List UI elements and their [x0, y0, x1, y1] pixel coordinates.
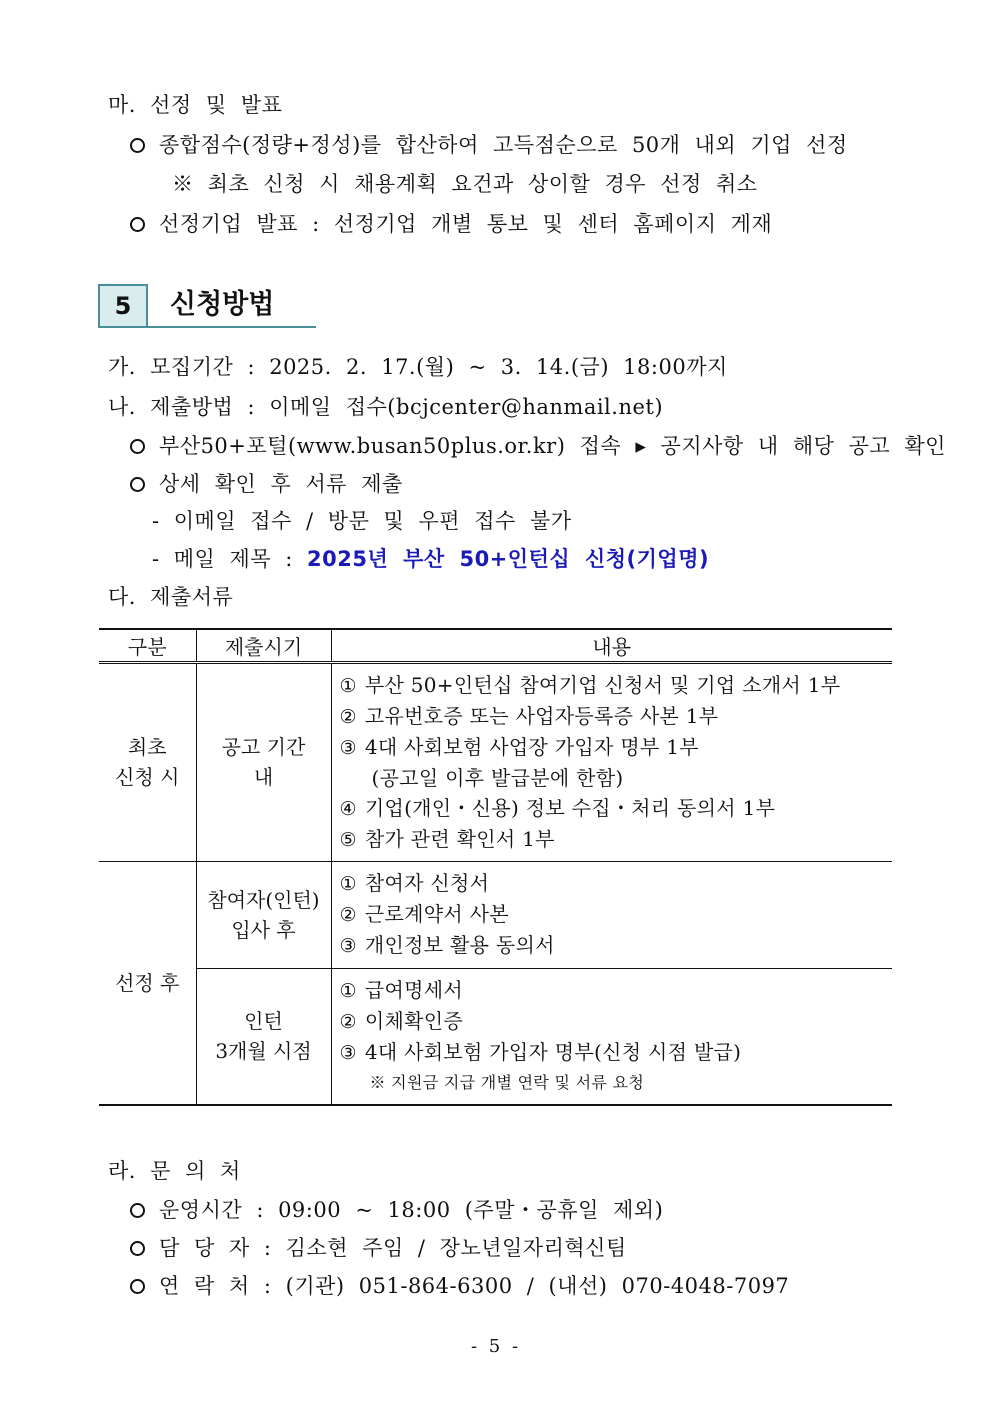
- item-number: ②: [339, 705, 357, 728]
- bullet-item: [130, 131, 848, 159]
- list-item: [340, 1037, 893, 1068]
- circle-bullet-icon: [130, 217, 145, 232]
- list-item: [340, 975, 893, 1006]
- item-text: 이체확인증: [364, 1008, 463, 1033]
- circle-bullet-icon: [130, 439, 145, 454]
- bullet-item: [130, 432, 946, 460]
- item-text: 개인정보 활용 동의서: [364, 933, 555, 957]
- list-item: [340, 732, 893, 763]
- bullet-text: 선정기업 발표 : 선정기업 개별 통보 및 센터 홈페이지 게재: [159, 212, 773, 236]
- column-header: 구분: [99, 629, 196, 662]
- item-number: ③: [339, 935, 357, 957]
- list-item: [340, 824, 893, 855]
- table-header-row: [99, 629, 892, 662]
- circle-bullet-icon: [130, 138, 145, 153]
- timing-text: 인턴: [244, 1009, 283, 1033]
- item-text: 급여명세서: [364, 977, 463, 1002]
- item-number: ①: [339, 674, 357, 697]
- section-underline: [148, 326, 316, 328]
- list-item: [340, 930, 893, 961]
- circle-bullet-icon: [130, 1279, 145, 1294]
- circle-bullet-icon: [130, 1241, 145, 1256]
- content-cell: [331, 662, 892, 861]
- dash-item: [152, 545, 709, 573]
- section-title: 신청방법: [170, 289, 275, 320]
- item-text: (공고일 이후 발급분에 한함): [371, 765, 624, 790]
- bullet-text: 담 당 자 : 김소현 주임 / 장노년일자리혁신팀: [159, 1236, 627, 1260]
- column-header: 제출시기: [196, 629, 331, 662]
- note-text: ※ 지원금 지급 개별 연락 및 서류 요청: [369, 1072, 645, 1092]
- category-cell: 선정 후: [99, 861, 196, 1105]
- content-cell: [331, 968, 892, 1105]
- table-row: [99, 968, 892, 1105]
- item-text: 참여자 신청서: [364, 871, 490, 895]
- circle-bullet-icon: [130, 1203, 145, 1218]
- page-number: - 5 -: [470, 1336, 522, 1357]
- documents-table: [99, 628, 892, 1106]
- content-cell: [331, 861, 892, 968]
- bullet-text: 부산50+포털(www.busan50plus.or.kr) 접속 ▸ 공지사항 내 해당 공고 확인: [159, 434, 946, 458]
- section-ma-heading: 마. 선정 및 발표: [108, 93, 283, 117]
- list-item: [340, 763, 893, 793]
- item-text: 부산 50+인턴십 참여기업 신청서 및 기업 소개서 1부: [364, 672, 841, 697]
- item-text: 고유번호증 또는 사업자등록증 사본 1부: [364, 703, 719, 728]
- list-item: [340, 868, 893, 899]
- mail-subject-label: - 메일 제목 :: [152, 547, 308, 571]
- timing-text: 입사 후: [231, 917, 296, 942]
- circle-bullet-icon: [130, 477, 145, 492]
- list-item: [340, 701, 893, 732]
- bullet-item: [130, 1272, 789, 1300]
- category-text: 신청 시: [115, 765, 180, 789]
- item-text: 근로계약서 사본: [364, 902, 509, 926]
- item-number: ③: [339, 736, 357, 759]
- timing-cell: [196, 968, 331, 1105]
- category-text: 최초: [127, 735, 167, 759]
- timing-text: 공고 기간: [221, 735, 306, 759]
- item-text: 4대 사회보험 사업장 가입자 명부 1부: [364, 734, 699, 759]
- item-text: 4대 사회보험 가입자 명부(신청 시점 발급): [364, 1039, 742, 1064]
- dash-item: - 이메일 접수 / 방문 및 우편 접수 불가: [152, 509, 572, 533]
- list-item: [340, 1006, 893, 1037]
- mail-subject-value: 2025년 부산 50+인턴십 신청(기업명): [307, 547, 710, 571]
- item-number: ①: [339, 979, 357, 1002]
- bullet-text: 상세 확인 후 서류 제출: [159, 472, 403, 496]
- item-number: ⑤: [339, 828, 357, 851]
- timing-cell: [196, 861, 331, 968]
- submit-method: 나. 제출방법 : 이메일 접수(bcjcenter@hanmail.net): [108, 395, 664, 419]
- bullet-text: 운영시간 : 09:00 ~ 18:00 (주말・공휴일 제외): [159, 1198, 664, 1222]
- column-header: 내용: [331, 629, 892, 662]
- item-number: ②: [339, 904, 357, 926]
- item-number: ④: [339, 797, 357, 820]
- table-row: [99, 662, 892, 861]
- list-item: [340, 899, 893, 930]
- timing-text: 내: [253, 765, 274, 789]
- timing-text: 참여자(인턴): [207, 887, 320, 912]
- item-text: 기업(개인・신용) 정보 수집・처리 동의서 1부: [364, 795, 776, 820]
- item-number: ③: [339, 1041, 357, 1064]
- item-number: ①: [339, 873, 357, 895]
- list-item: [340, 670, 893, 701]
- list-item: [340, 793, 893, 824]
- bullet-text: 연 락 처 : (기관) 051-864-6300 / (내선) 070-4048-7097: [159, 1274, 790, 1298]
- note-text: ※ 최초 신청 시 채용계획 요건과 상이할 경우 선정 취소: [172, 172, 758, 196]
- bullet-text: 종합점수(정량+정성)를 합산하여 고득점순으로 50개 내외 기업 선정: [159, 133, 848, 157]
- bullet-item: [130, 1196, 663, 1224]
- recruit-period: 가. 모집기간 : 2025. 2. 17.(월) ~ 3. 14.(금) 18:00까지: [108, 355, 728, 379]
- bullet-item: [130, 470, 403, 498]
- category-cell: [99, 662, 196, 861]
- bullet-item: [130, 210, 772, 238]
- item-number: ②: [339, 1010, 357, 1033]
- timing-cell: [196, 662, 331, 861]
- documents-heading: 다. 제출서류: [108, 585, 234, 609]
- contact-heading: 라. 문 의 처: [108, 1159, 241, 1183]
- timing-text: 3개월 시점: [215, 1039, 312, 1063]
- section-header: [98, 284, 316, 330]
- section-number-box: 5: [98, 284, 148, 328]
- bullet-item: [130, 1234, 627, 1262]
- item-text: 참가 관련 확인서 1부: [364, 826, 555, 851]
- table-row: [99, 861, 892, 968]
